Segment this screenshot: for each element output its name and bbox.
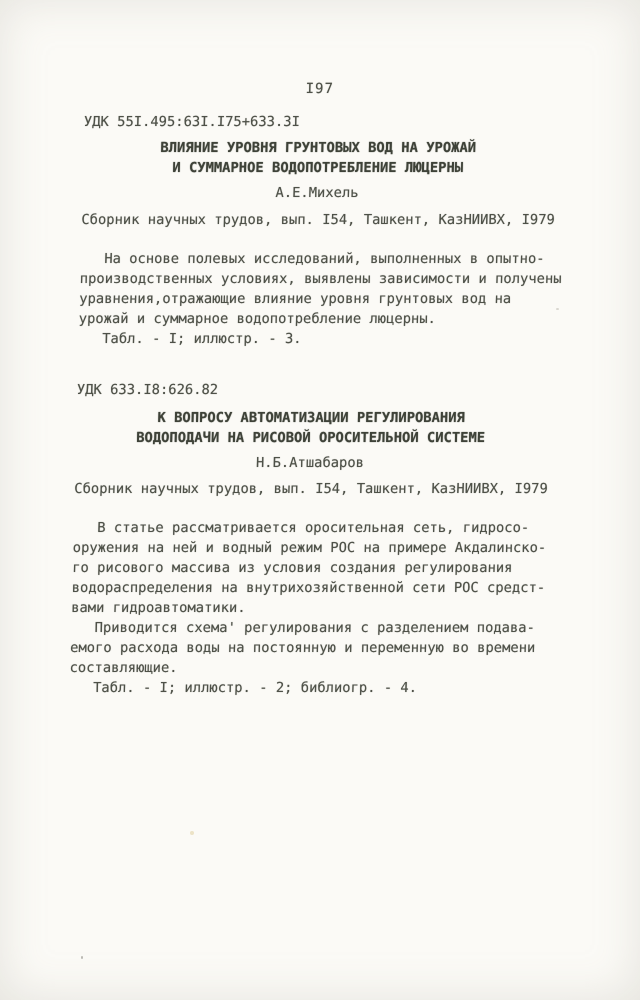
source-line: Сборник научных трудов, вып. I54, Ташкент, КазНИИВХ, I979 [74, 481, 548, 497]
udc-code: УДК 633.I8:626.82 [76, 382, 219, 398]
abstract-entry-1 [78, 113, 562, 349]
source-line: Сборник научных трудов, вып. I54, Ташкент, КазНИИВХ, I979 [81, 212, 556, 228]
udc-code: УДК 55I.495:63I.I75+633.3I [83, 114, 301, 130]
abstract-paragraph: Приводится схема' регулирования с разделением подава- емого расхода воды на постоянную и переменную во времени составляющие. [69, 620, 536, 676]
paper-speck [190, 831, 194, 835]
abstract-paragraph: В статье рассматривается оросительная сеть, гидросо- оружения на ней и водный режим РОС на примере Акдалинско- го рисового массива из условия создания регулирования водораспределения на внутрихозяйственной сети РОС средст- вами гидроавтоматики. [70, 520, 547, 616]
stats-line: Табл. - I; иллюстр. - 2; библиогр. - 4. [92, 680, 418, 696]
page-number: I97 [305, 81, 335, 97]
paper-speck [556, 308, 559, 310]
stats-line: Табл. - I; иллюстр. - 3. [102, 331, 302, 347]
article-title: ВЛИЯНИЕ УРОВНЯ ГРУНТОВЫХ ВОД НА УРОЖАЙ И СУММАРНОЕ ВОДОПОТРЕБЛЕНИЕ ЛЮЦЕРНЫ [160, 140, 477, 176]
paper-speck [81, 956, 83, 959]
abstract-entry-2 [69, 381, 547, 698]
page-content [0, 80, 640, 698]
abstract-paragraph: На основе полевых исследований, выполненных в опытно- производственных условиях, выявлены зависимости и получены уравнения,отражающие влияние уровня грунтовых вод на урожай и суммарное водопотребление люцерны. [78, 251, 562, 327]
article-author: Н.Б.Атшабаров [255, 455, 365, 471]
article-title: К ВОПРОСУ АВТОМАТИЗАЦИИ РЕГУЛИРОВАНИЯ ВОДОПОДАЧИ НА РИСОВОЙ ОРОСИТЕЛЬНОЙ СИСТЕМЕ [135, 410, 486, 446]
article-author: А.Е.Михель [275, 185, 359, 201]
